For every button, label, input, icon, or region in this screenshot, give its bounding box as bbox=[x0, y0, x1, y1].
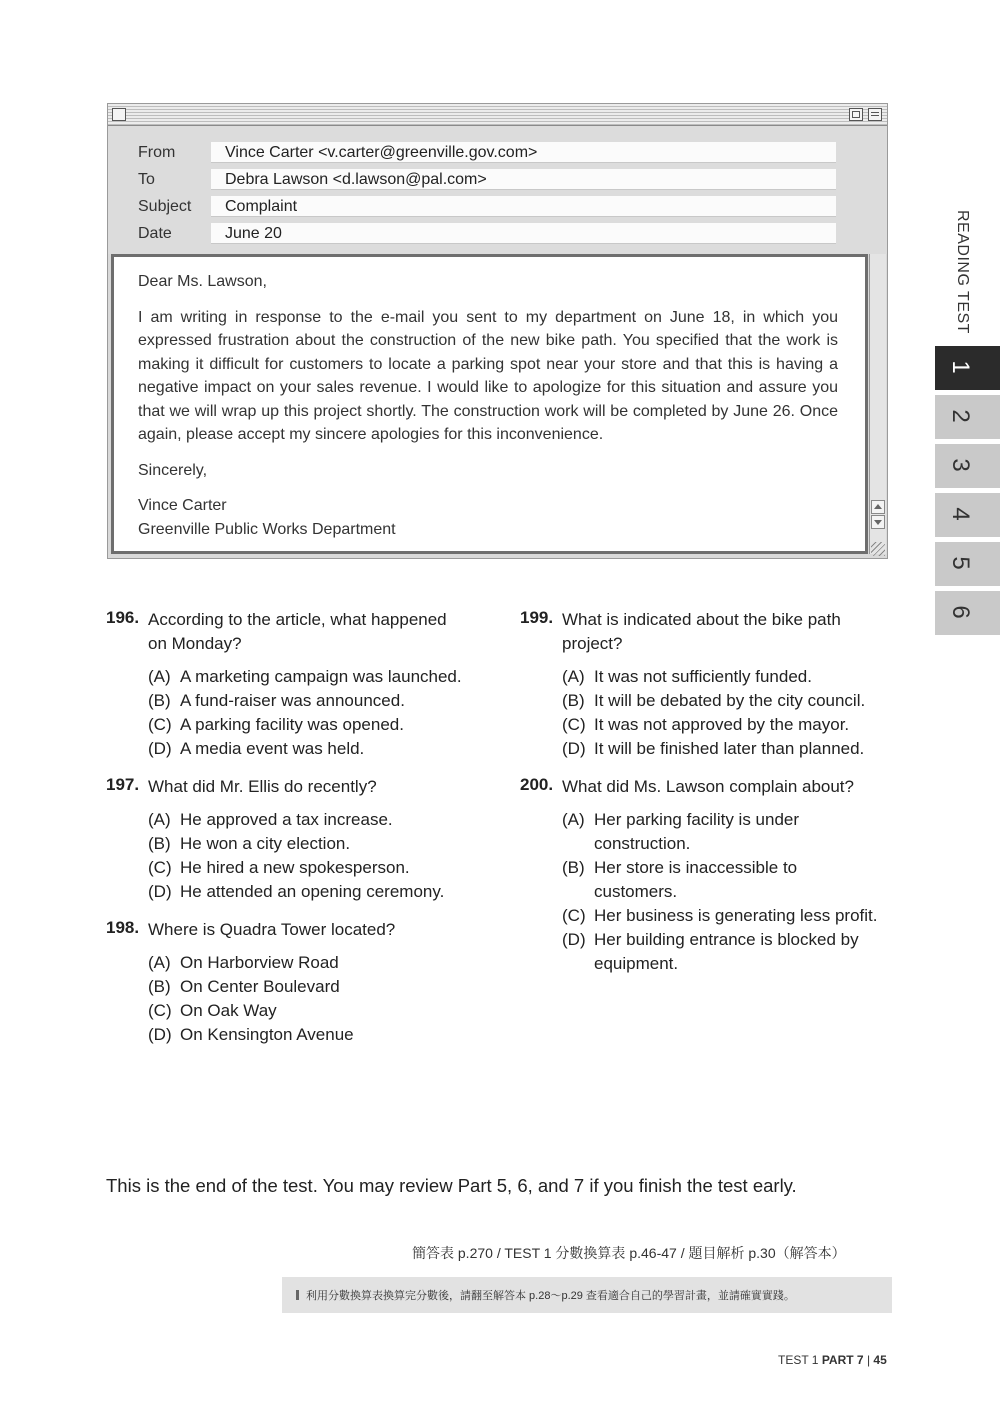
question-line: What did Ms. Lawson complain about? bbox=[562, 777, 854, 796]
tab-test-5[interactable]: 5 bbox=[935, 542, 1000, 586]
question-198: 198. Where is Quadra Tower located? (A) On Harborview Road (B) On Center Boulevard (C) On Oak Way (D) On Kensington Avenue bbox=[106, 918, 496, 1048]
page-number: 45 bbox=[873, 1353, 887, 1367]
reading-test-label: READING TEST bbox=[954, 210, 971, 334]
question-199: 199. What is indicated about the bike path project? (A) It was not sufficiently funded. (B) It will be debated by the city council. (C) It was not approved by the mayor. (D) It will be finished later than planned. bbox=[520, 608, 920, 758]
question-200: 200. What did Ms. Lawson complain about? (A) Her parking facility is under construction. (B) Her store is inaccessible to customers. (C) Her business is generating less profit. (D) Her building entrance is blocked by equipment. bbox=[520, 775, 920, 975]
resize-grip-icon[interactable] bbox=[871, 542, 885, 556]
vertical-scrollbar[interactable] bbox=[869, 254, 886, 554]
header-row-to bbox=[108, 169, 887, 191]
tab-test-1[interactable]: 1 bbox=[935, 346, 1000, 390]
email-closing: Sincerely, bbox=[138, 461, 208, 479]
tab-test-4[interactable]: 4 bbox=[935, 493, 1000, 537]
header-row-subject bbox=[108, 196, 887, 218]
question-line: What did Mr. Ellis do recently? bbox=[148, 777, 377, 796]
footer-separator: | bbox=[866, 1353, 871, 1367]
question-line: What is indicated about the bike path bbox=[562, 610, 841, 629]
question-number: 197. bbox=[106, 775, 140, 794]
question-line: According to the article, what happened bbox=[148, 610, 447, 629]
question-text bbox=[148, 918, 488, 942]
study-tip-box bbox=[282, 1277, 892, 1313]
tab-test-6[interactable]: 6 bbox=[935, 591, 1000, 635]
question-number: 198. bbox=[106, 918, 140, 937]
date-label: Date bbox=[138, 225, 172, 242]
email-body-text bbox=[138, 270, 838, 541]
question-text bbox=[148, 775, 488, 799]
question-text bbox=[562, 775, 902, 799]
tab-test-3[interactable]: 3 bbox=[935, 444, 1000, 488]
question-line: on Monday? bbox=[148, 634, 242, 653]
question-number: 200. bbox=[520, 775, 554, 794]
scroll-down-arrow-icon[interactable] bbox=[871, 515, 885, 529]
date-field[interactable]: June 20 bbox=[211, 223, 836, 244]
question-line: Where is Quadra Tower located? bbox=[148, 920, 396, 939]
tip-bar-icon bbox=[296, 1290, 299, 1300]
email-window bbox=[107, 103, 888, 559]
question-196: 196. According to the article, what happened on Monday? (A) A marketing campaign was launched. (B) A fund-raiser was announced. (C) A parking facility was opened. (D) A media event was held. bbox=[106, 608, 496, 758]
email-greeting: Dear Ms. Lawson, bbox=[138, 273, 267, 290]
subject-field[interactable]: Complaint bbox=[211, 196, 836, 217]
tab-test-2[interactable]: 2 bbox=[935, 395, 1000, 439]
question-number: 199. bbox=[520, 608, 554, 627]
question-text bbox=[562, 608, 902, 656]
email-header bbox=[108, 126, 887, 254]
collapse-box-icon[interactable] bbox=[868, 108, 882, 121]
email-body[interactable] bbox=[111, 254, 868, 554]
from-label: From bbox=[138, 144, 176, 161]
page-footer bbox=[778, 1353, 887, 1367]
header-row-from bbox=[108, 142, 887, 164]
subject-label: Subject bbox=[138, 198, 192, 215]
end-of-test-note: This is the end of the test. You may review Part 5, 6, and 7 if you finish the test early. bbox=[106, 1175, 797, 1196]
footer-test: TEST 1 bbox=[778, 1353, 819, 1367]
to-field[interactable]: Debra Lawson <d.lawson@pal.com> bbox=[211, 169, 836, 190]
to-label: To bbox=[138, 171, 155, 188]
window-titlebar[interactable] bbox=[108, 104, 887, 126]
answer-reference: 簡答表 p.270 / TEST 1 分數換算表 p.46-47 / 題目解析 p.30（解答本） bbox=[412, 1245, 846, 1261]
signature-name: Vince Carter bbox=[138, 497, 227, 514]
header-row-date bbox=[108, 223, 887, 245]
question-197: 197. What did Mr. Ellis do recently? (A) He approved a tax increase. (B) He won a city election. (C) He hired a new spokesperson. (D) He attended an opening ceremony. bbox=[106, 775, 496, 905]
question-line: project? bbox=[562, 634, 623, 653]
close-box-icon[interactable] bbox=[112, 108, 126, 121]
footer-part: PART 7 bbox=[821, 1353, 864, 1367]
from-field[interactable]: Vince Carter <v.carter@greenville.gov.com> bbox=[211, 142, 836, 163]
scroll-up-arrow-icon[interactable] bbox=[871, 500, 885, 514]
zoom-box-icon[interactable] bbox=[849, 108, 863, 121]
tip-text: 利用分數換算表換算完分數後，請翻至解答本 p.28～p.29 查看適合自己的學習計畫，並請確實實踐。 bbox=[306, 1290, 795, 1302]
question-text bbox=[148, 608, 488, 656]
email-paragraph: I am writing in response to the e-mail you sent to my department on June 18, in which you expressed frustration about the construction of the new bike path. You specified that the work is making it difficult for customers to locate a parking spot near your store and that this is having a negative impact on your sales revenue. I would like to apologize for this situation and assure you that we will wrap up this project shortly. The construction work will be completed by June 26. Once again, please accept my sincere apologies for this inconvenience. bbox=[138, 308, 838, 443]
signature-department: Greenville Public Works Department bbox=[138, 520, 396, 538]
question-number: 196. bbox=[106, 608, 140, 627]
